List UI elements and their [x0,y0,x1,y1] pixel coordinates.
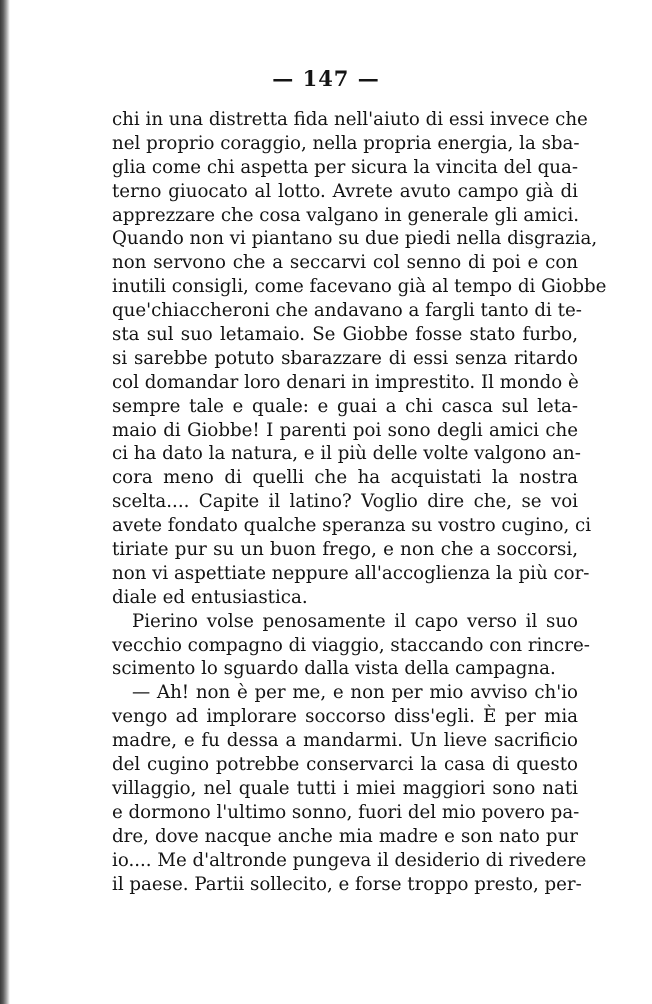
text-line: scimento lo sguardo dalla vista della campagna. [112,658,556,680]
text-line: col domandar loro denari in imprestito. Il mondo è [112,371,579,393]
page-number: — 147 — [272,66,380,91]
text-line: cora meno di quelli che ha acquistati la nostra [112,467,578,489]
body-text [112,108,607,896]
text-line: il paese. Partii sollecito, e forse troppo presto, per- [112,873,582,895]
text-line: chi in una distretta fida nell'aiuto di essi invece che [112,109,588,130]
page-binding-edge [0,0,10,1004]
text-line: del cugino potrebbe conservarci la casa di questo [112,754,578,776]
text-line: terno giuocato al lotto. Avrete avuto campo già di [112,180,578,202]
text-line: — Ah! non è per me, e non per mio avviso ch'io [132,682,578,704]
text-line: scelta.... Capite il latino? Voglio dire che, se voi [112,491,578,513]
text-line: vecchio compagno di viaggio, staccando con rincre- [112,634,590,656]
text-line: e dormono l'ultimo sonno, fuori del mio povero pa- [112,801,580,823]
text-line: sempre tale e quale: e guai a chi casca sul leta- [112,395,578,417]
text-line: madre, e fu dessa a mandarmi. Un lieve sacrificio [112,730,578,752]
text-line: ci ha dato la natura, e il più delle volte valgono an- [112,443,581,465]
text-line: inutili consigli, come facevano già al tempo di Giobbe [112,276,607,298]
text-line: villaggio, nel quale tutti i miei maggiori sono nati [112,777,578,799]
text-line: non servono che a seccarvi col senno di poi e con [112,252,578,274]
text-line: dre, dove nacque anche mia madre e son nato pur [112,825,578,847]
text-line: Quando non vi piantano su due piedi nella disgrazia, [112,228,598,250]
text-line: non vi aspettiate neppure all'accoglienza la più cor- [112,562,590,584]
text-line: apprezzare che cosa valgano in generale gli amici. [112,204,580,226]
text-line: diale ed entusiastica. [112,586,308,608]
text-line: sta sul suo letamaio. Se Giobbe fosse stato furbo, [112,324,578,346]
text-line: que'chiaccheroni che andavano a fargli tanto di te- [112,300,582,322]
text-line: tiriate pur su un buon frego, e non che a soccorsi, [112,539,578,561]
text-line: nel proprio coraggio, nella propria energia, la sba- [112,132,580,154]
text-line: avete fondato qualche speranza su vostro cugino, ci [112,515,592,537]
text-line: io.... Me d'altronde pungeva il desiderio di rivedere [112,849,587,871]
text-line: Pierino volse penosamente il capo verso il suo [132,610,578,632]
text-line: vengo ad implorare soccorso diss'egli. È per mia [112,706,578,728]
text-line: glia come chi aspetta per sicura la vincita del qua- [112,156,578,178]
text-line: si sarebbe potuto sbarazzare di essi senza ritardo [112,347,578,369]
text-line: maio di Giobbe! I parenti poi sono degli amici che [112,419,578,441]
